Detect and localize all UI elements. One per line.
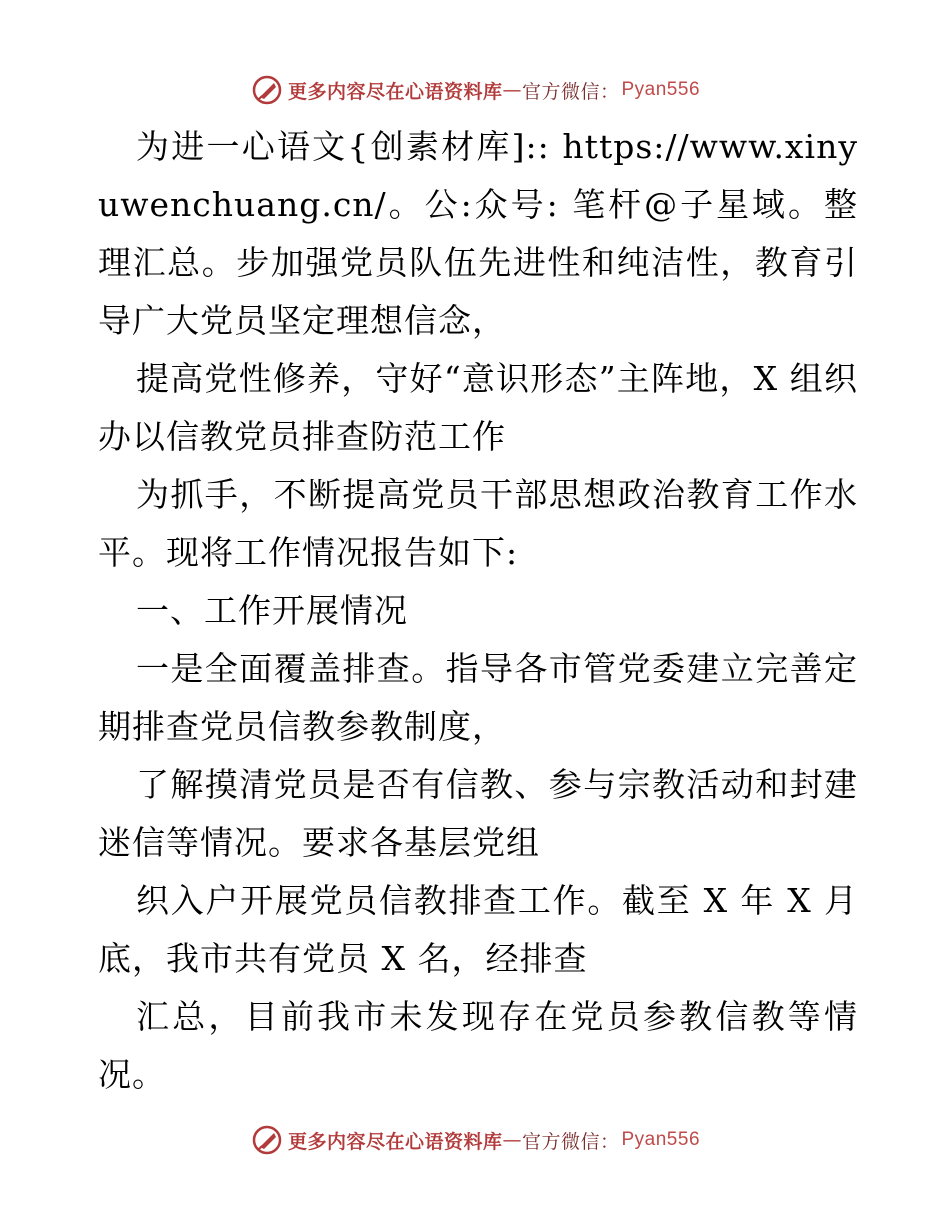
banner-dash: — xyxy=(502,1129,522,1151)
section-heading: 一、工作开展情况 xyxy=(136,591,408,630)
paragraph-4: 一是全面覆盖排查。指导各市管党委建立完善定期排查党员信教参教制度， xyxy=(98,649,858,746)
banner-wechat-id: Pyan556 xyxy=(621,1129,701,1150)
banner-dash: — xyxy=(502,79,522,101)
banner-main-text: 更多内容尽在心语资料库 xyxy=(287,80,503,103)
banner-wechat-label: 官方微信： xyxy=(521,1130,620,1153)
footer-banner xyxy=(0,1120,950,1160)
paragraph-1: 为进一心语文{创素材库]:: https://www.xinyuwenchuang.cn/。公:众号: 笔杆@子星域。整理汇总。步加强党员队伍先进性和纯洁性，教育引导广大党员坚定理想信念， xyxy=(98,127,858,340)
document-body xyxy=(98,118,858,1104)
header-banner xyxy=(0,70,950,110)
paragraph-6: 织入户开展党员信教排查工作。截至 X 年 X 月底，我市共有党员 X 名，经排查 xyxy=(98,881,858,978)
banner-wechat-label: 官方微信： xyxy=(521,80,620,103)
banner-main-text: 更多内容尽在心语资料库 xyxy=(287,1130,503,1153)
paragraph-2: 提高党性修养，守好“意识形态”主阵地，X 组织办以信教党员排查防范工作 xyxy=(98,359,858,456)
paragraph-5: 了解摸清党员是否有信教、参与宗教活动和封建迷信等情况。要求各基层党组 xyxy=(98,765,858,862)
feather-pen-logo-icon xyxy=(250,73,284,107)
paragraph-7: 汇总，目前我市未发现存在党员参教信教等情况。 xyxy=(98,997,858,1094)
banner-wechat-id: Pyan556 xyxy=(621,79,701,100)
paragraph-3: 为抓手，不断提高党员干部思想政治教育工作水平。现将工作情况报告如下: xyxy=(98,475,858,572)
feather-pen-logo-icon xyxy=(250,1123,284,1157)
